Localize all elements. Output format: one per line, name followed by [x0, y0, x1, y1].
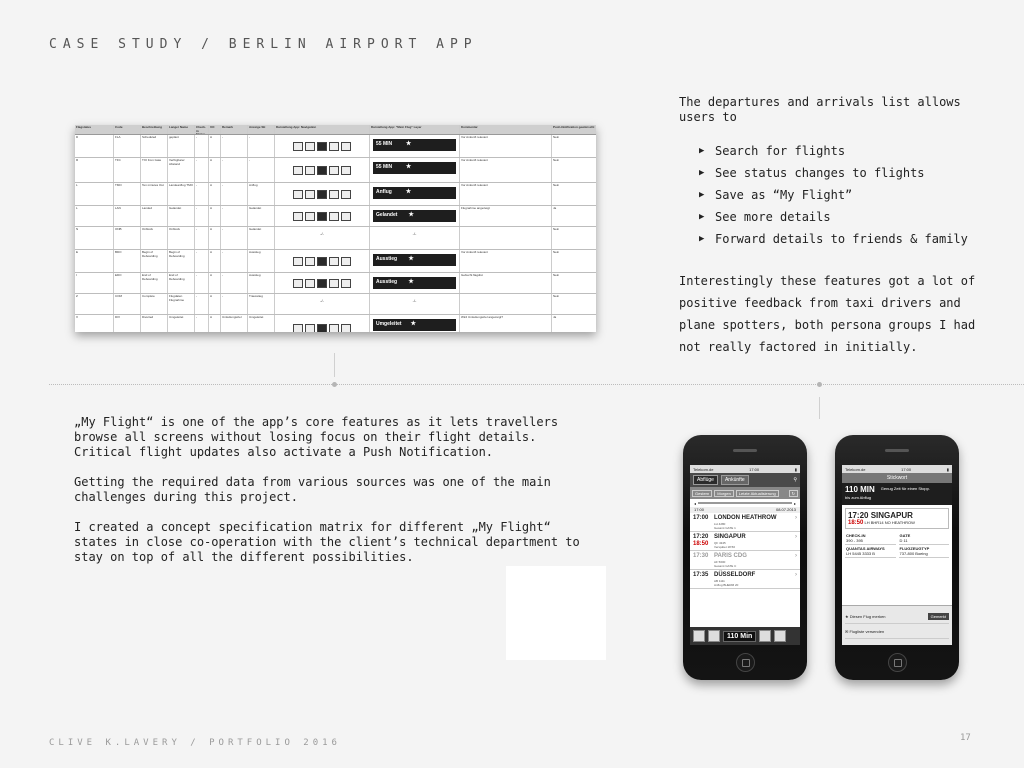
- matrix-cell: Landed: [141, 206, 168, 226]
- flight-code: LH 4280: [714, 522, 726, 526]
- matrix-cell: -: [195, 206, 209, 226]
- matrix-comment: Flugnahme angezeigt: [460, 206, 552, 226]
- matrix-layer-preview: [370, 135, 460, 157]
- my-flight-button[interactable]: 110 Min: [723, 631, 756, 642]
- matrix-cell: COM: [114, 294, 141, 314]
- matrix-cell: A: [209, 183, 221, 205]
- matrix-cell: Complete: [141, 294, 168, 314]
- matrix-cell: -: [195, 315, 209, 332]
- matrix-header-cell: Check-in Status: [195, 125, 209, 134]
- feature-item: [697, 228, 968, 250]
- countdown-banner: [842, 483, 952, 505]
- blank-panel: [506, 566, 606, 660]
- matrix-header-cell: Push-Notification gewünscht: [553, 125, 595, 129]
- star-icon: ★: [408, 256, 414, 263]
- flight-destination: SINGAPUR: [870, 511, 913, 520]
- nav-icon[interactable]: [774, 630, 786, 642]
- chevron-right-icon: ›: [795, 534, 797, 540]
- bottom-bar: [690, 627, 800, 645]
- matrix-comment: [460, 227, 552, 249]
- matrix-cell: E: [75, 250, 114, 272]
- matrix-cell: Begin of Deboarding: [168, 250, 195, 272]
- gate-label: GATE: [899, 533, 911, 538]
- matrix-push: Nein: [553, 227, 560, 231]
- matrix-layer-preview: [370, 273, 460, 293]
- matrix-layer-preview: -/-: [370, 227, 460, 249]
- filter-tomorrow[interactable]: Morgen: [714, 490, 734, 497]
- speaker: [885, 449, 909, 452]
- matrix-cell: TMO: [114, 183, 141, 205]
- flight-card: [845, 508, 949, 529]
- matrix-layer-preview: -/-: [370, 294, 460, 314]
- feature-item: [697, 184, 968, 206]
- matrix-cell: Verfügbarer Abstand: [168, 158, 195, 182]
- matrix-nav-preview: [275, 315, 370, 332]
- matrix-comment: Vor Ankunft relevant: [460, 158, 552, 182]
- matrix-comment: Vor Ankunft relevant: [460, 250, 552, 272]
- matrix-cell: Trausstieg: [248, 294, 275, 314]
- matrix-header-cell: Beschreibung: [141, 125, 168, 134]
- matrix-cell: EDO: [114, 273, 141, 293]
- matrix-comment: [460, 294, 552, 314]
- phone-screen: [842, 465, 952, 645]
- flight-code: AF 5600: [714, 560, 726, 564]
- flight-status: Gesamt GATE 1: [714, 526, 736, 530]
- matrix-row: [75, 158, 596, 183]
- matrix-nav-preview: [275, 183, 370, 205]
- section-divider: [49, 384, 1024, 385]
- connector-line: [334, 353, 335, 377]
- matrix-cell: -: [221, 206, 248, 226]
- range-start: 17:00: [694, 507, 705, 512]
- phone-screen: [690, 465, 800, 645]
- intro-text: The departures and arrivals list allows users to: [679, 95, 961, 124]
- matrix-row: [75, 273, 596, 294]
- matrix-header-cell: Code: [114, 125, 141, 134]
- share-icon: ✉: [845, 628, 849, 634]
- search-icon[interactable]: ⚲: [793, 477, 797, 483]
- matrix-cell: N: [75, 227, 114, 249]
- matrix-row: [75, 206, 596, 227]
- matrix-header-cell: Flagstatus: [75, 125, 114, 134]
- bullet-icon: ▶: [699, 190, 705, 200]
- detail-header: Stickwort: [842, 473, 952, 483]
- matrix-cell: A: [209, 250, 221, 272]
- feature-item: [697, 140, 968, 162]
- body-paragraph-3: I created a concept specification matrix for different „My Flight“ states in close co-operation with the client’s technical department to stay on top of all the different possibilities.: [74, 520, 580, 564]
- flight-row[interactable]: [690, 532, 800, 551]
- countdown-note: Genug Zeit für einen Stopp.: [880, 486, 930, 491]
- matrix-cell: -: [195, 227, 209, 249]
- matrix-cell: -: [221, 135, 248, 157]
- countdown-value: 110 MIN: [845, 485, 875, 494]
- matrix-cell: Onblock: [168, 227, 195, 249]
- star-icon: ★: [408, 212, 414, 219]
- matrix-cell: -: [195, 250, 209, 272]
- page-title: CASE STUDY / BERLIN AIRPORT APP: [49, 37, 478, 52]
- matrix-cell: A: [209, 294, 221, 314]
- flight-time: 17:30: [693, 553, 709, 559]
- clock: 17:00: [901, 466, 912, 472]
- filter-yesterday[interactable]: Gestern: [692, 490, 712, 497]
- matrix-cell: -: [221, 250, 248, 272]
- matrix-cell: Gelandet: [248, 206, 275, 226]
- refresh-icon[interactable]: ↻: [789, 490, 798, 497]
- phone-mockup-detail: [835, 435, 959, 680]
- flight-time: 17:35: [693, 572, 709, 578]
- bullet-icon: ▶: [699, 168, 705, 178]
- matrix-row: [75, 227, 596, 250]
- matrix-header: [75, 125, 596, 135]
- matrix-push: Nein: [553, 158, 560, 162]
- page-number: 17: [960, 733, 971, 743]
- carrier-label: Telekom.de: [693, 466, 714, 472]
- matrix-cell: -: [195, 294, 209, 314]
- matrix-header-cell: Kommentar: [460, 125, 552, 134]
- matrix-row: [75, 294, 596, 315]
- tab-departures[interactable]: Abflüge: [693, 475, 718, 485]
- matrix-push: Ja: [553, 315, 557, 319]
- matrix-header-cell: Langer Name: [168, 125, 195, 134]
- matrix-cell: Gelandet: [168, 206, 195, 226]
- flight-status: Gesamt GATE C: [714, 564, 737, 568]
- matrix-cell: -: [221, 183, 248, 205]
- aircraft-value: 737-800 Boeing: [899, 551, 928, 556]
- matrix-cell: End of Deboarding: [168, 273, 195, 293]
- matrix-header-cell: UO: [209, 125, 221, 134]
- matrix-cell: Scheduled: [141, 135, 168, 157]
- delay-time: 18:50: [848, 520, 864, 526]
- feature-item: [697, 206, 968, 228]
- battery-icon: ▮: [794, 466, 797, 472]
- status-bar: [690, 465, 800, 473]
- matrix-nav-preview: [275, 250, 370, 272]
- matrix-layer-preview: [370, 206, 460, 226]
- share-flight-row[interactable]: [845, 624, 949, 639]
- home-button: [736, 653, 755, 672]
- body-paragraph-2: Getting the required data from various sources was one of the main challenges during this project.: [74, 475, 551, 504]
- matrix-row: [75, 183, 596, 206]
- matrix-comment: Vor Ankunft relevant: [460, 135, 552, 157]
- matrix-row: [75, 250, 596, 273]
- feature-text: See status changes to flights: [715, 166, 925, 180]
- bullet-icon: ▶: [699, 212, 705, 222]
- matrix-cell: L: [75, 183, 114, 205]
- matrix-cell: Anflug: [248, 183, 275, 205]
- flight-list: [690, 513, 800, 589]
- save-flight-row[interactable]: [845, 609, 949, 624]
- checkin-value: 390 - 395: [846, 538, 863, 543]
- layer-label: Ausstieg: [376, 279, 398, 286]
- star-icon: ★: [405, 141, 412, 148]
- flight-status: Verspätet 18:50: [714, 545, 736, 549]
- matrix-cell: Onblock: [141, 227, 168, 249]
- bullet-icon: ▶: [699, 234, 705, 244]
- matrix-push: Nein: [553, 294, 560, 298]
- range-end: 08.07.2013: [775, 507, 796, 512]
- slider-left-icon[interactable]: ◂: [694, 500, 697, 506]
- flight-destination: SINGAPUR: [714, 534, 746, 540]
- star-icon: ★: [845, 613, 849, 619]
- bullet-icon: ▶: [699, 146, 705, 156]
- matrix-nav-preview: -/-: [275, 227, 370, 249]
- status-bar: [842, 465, 952, 473]
- feature-text: Save as “My Flight”: [715, 188, 853, 202]
- matrix-cell: Umleitungsziel: [221, 315, 248, 332]
- footer-credit: CLIVE K.LAVERY / PORTFOLIO 2016: [49, 738, 341, 748]
- nav-icon[interactable]: [693, 630, 705, 642]
- layer-label: Umgeleitet: [376, 321, 402, 328]
- delay-time: 18:50: [693, 541, 709, 547]
- feature-text: See more details: [715, 210, 831, 224]
- share-flight-label: Flugliste versenden: [849, 628, 885, 634]
- divider-dot: [817, 382, 822, 387]
- tab-arrivals[interactable]: Ankünfte: [721, 475, 749, 485]
- phone-mockup-list: [683, 435, 807, 680]
- nav-icon[interactable]: [759, 630, 771, 642]
- matrix-push: Nein: [553, 273, 560, 277]
- flight-code: QF 4345: [714, 541, 726, 545]
- matrix-cell: Z: [75, 294, 114, 314]
- matrix-cell: -: [195, 158, 209, 182]
- chevron-right-icon: ›: [795, 553, 797, 559]
- tab-bar: [690, 473, 800, 487]
- matrix-comment: Vor Ankunft relevant: [460, 183, 552, 205]
- battery-icon: ▮: [946, 466, 949, 472]
- matrix-layer-preview: [370, 250, 460, 272]
- slider-right-icon[interactable]: ▸: [793, 500, 796, 506]
- matrix-cell: -: [221, 158, 248, 182]
- matrix-cell: Ten minutes Out: [141, 183, 168, 205]
- matrix-cell: A: [209, 315, 221, 332]
- layer-label: 55 MIN: [376, 141, 393, 148]
- checkin-label: CHECK-IN: [846, 533, 866, 538]
- flight-time: 17:20: [848, 511, 869, 520]
- matrix-cell: Begin of Deboarding: [141, 250, 168, 272]
- matrix-push: Nein: [553, 135, 560, 139]
- chevron-right-icon: ›: [795, 515, 797, 521]
- day-filter: [690, 487, 800, 499]
- feature-text: Search for flights: [715, 144, 846, 158]
- matrix-nav-preview: -/-: [275, 294, 370, 314]
- saved-button[interactable]: Gemerkt: [928, 613, 949, 620]
- matrix-cell: -: [221, 227, 248, 249]
- flight-time: 17:00: [693, 515, 709, 521]
- star-icon: ★: [408, 279, 414, 286]
- star-icon: ★: [405, 189, 412, 196]
- star-icon: ★: [405, 164, 412, 171]
- matrix-cell: Flugdaten Flugnahme: [168, 294, 195, 314]
- matrix-cell: -: [221, 294, 248, 314]
- matrix-cell: D: [75, 135, 114, 157]
- matrix-cell: Landeanflug TMO: [168, 183, 195, 205]
- flight-route: LH BHR14 NO HEATHROW: [864, 520, 915, 525]
- matrix-cell: Diverted: [141, 315, 168, 332]
- time-slider[interactable]: [690, 499, 800, 507]
- layer-label: Ausstieg: [376, 256, 398, 263]
- flight-actions: [842, 605, 952, 645]
- matrix-comment: Wird Umleitungsziel angezeigt?: [460, 315, 552, 332]
- flight-destination: LONDON HEATHROW: [714, 515, 777, 521]
- matrix-cell: A: [209, 227, 221, 249]
- clock: 17:00: [749, 466, 760, 472]
- layer-label: Anflug: [376, 189, 392, 196]
- flight-row[interactable]: [690, 570, 800, 589]
- matrix-cell: -: [195, 135, 209, 157]
- matrix-comment: Gebucht flagdist: [460, 273, 552, 293]
- matrix-cell: ONB: [114, 227, 141, 249]
- layer-label: 55 MIN: [376, 164, 393, 171]
- flight-row[interactable]: [690, 551, 800, 570]
- matrix-cell: A: [209, 206, 221, 226]
- countdown-label: bis zum Abflug: [845, 495, 872, 500]
- matrix-cell: -: [221, 273, 248, 293]
- layer-label: Gelandet: [376, 212, 398, 219]
- flight-info-grid: [845, 532, 949, 545]
- star-icon: ★: [410, 321, 416, 328]
- matrix-cell: BDO: [114, 250, 141, 272]
- matrix-cell: I: [75, 273, 114, 293]
- flight-info-grid: [845, 545, 949, 558]
- matrix-cell: -: [195, 273, 209, 293]
- body-paragraph-1: „My Flight“ is one of the app’s core features as it lets travellers browse all screens without losing focus on their flight details. Critical flight updates also activate a Push Notification.: [74, 415, 559, 459]
- flight-destination: PARIS CDG: [714, 553, 747, 559]
- matrix-header-cell: Anzeige SE: [248, 125, 275, 134]
- matrix-layer-preview: [370, 183, 460, 205]
- matrix-cell: A: [209, 135, 221, 157]
- matrix-cell: Ausstieg: [248, 273, 275, 293]
- matrix-cell: L: [75, 206, 114, 226]
- matrix-cell: LAN: [114, 206, 141, 226]
- matrix-nav-preview: [275, 158, 370, 182]
- feature-list: [697, 140, 968, 250]
- divider-dot: [332, 382, 337, 387]
- flight-status: Anflug BHERM 20: [714, 583, 739, 587]
- matrix-cell: T/O from Gate: [141, 158, 168, 182]
- feature-item: [697, 162, 968, 184]
- body-text: [74, 415, 594, 580]
- matrix-cell: -: [248, 135, 275, 157]
- flight-code: AB 1111: [714, 579, 725, 583]
- matrix-push: Nein: [553, 183, 560, 187]
- matrix-header-cell: Remark: [221, 125, 248, 134]
- matrix-cell: -: [248, 158, 275, 182]
- matrix-cell: FLA: [114, 135, 141, 157]
- flight-time: 17:20: [693, 534, 709, 540]
- home-button: [888, 653, 907, 672]
- matrix-cell: R: [75, 158, 114, 182]
- nav-icon[interactable]: [708, 630, 720, 642]
- matrix-cell: X: [75, 315, 114, 332]
- matrix-layer-preview: [370, 315, 460, 332]
- matrix-row: [75, 315, 596, 332]
- matrix-cell: -: [195, 183, 209, 205]
- slider-track[interactable]: [698, 502, 792, 504]
- matrix-cell: Ausstieg: [248, 250, 275, 272]
- filter-updated: Letzte Aktualisierung: [736, 490, 779, 497]
- chevron-right-icon: ›: [795, 572, 797, 578]
- matrix-nav-preview: [275, 273, 370, 293]
- matrix-cell: A: [209, 273, 221, 293]
- matrix-push: Ja: [553, 206, 557, 210]
- matrix-nav-preview: [275, 135, 370, 157]
- save-flight-label: Diesen Flug merken: [849, 613, 886, 619]
- matrix-layer-preview: [370, 158, 460, 182]
- carrier-label: Telekom.de: [845, 466, 866, 472]
- matrix-cell: DIV: [114, 315, 141, 332]
- gate-value: D 11: [899, 538, 908, 543]
- feature-text: Forward details to friends & family: [715, 232, 968, 246]
- countdown: [845, 486, 875, 502]
- speaker: [733, 449, 757, 452]
- matrix-header-cell: Darstellung App: Navigation: [275, 125, 370, 134]
- matrix-cell: Umgeleitet: [248, 315, 275, 332]
- airline-label: QUANTAS AIRWAYS: [846, 546, 885, 551]
- flight-row[interactable]: [690, 513, 800, 532]
- airline-value: LH 5445 3333 B: [846, 551, 875, 556]
- matrix-header-cell: Darstellung App: "Mein Flug" Layer: [370, 125, 460, 134]
- matrix-cell: TFC: [114, 158, 141, 182]
- matrix-row: [75, 135, 596, 158]
- matrix-cell: geplant: [168, 135, 195, 157]
- matrix-cell: A: [209, 158, 221, 182]
- matrix-push: Nein: [553, 250, 560, 254]
- aircraft-label: FLUGZEUGTYP: [899, 546, 930, 551]
- matrix-cell: Umgeleitet: [168, 315, 195, 332]
- matrix-cell: End of Deboarding: [141, 273, 168, 293]
- specification-matrix: [75, 125, 596, 332]
- matrix-nav-preview: [275, 206, 370, 226]
- connector-line: [819, 397, 820, 419]
- outro-text: Interestingly these features got a lot of positive feedback from taxi drivers and plane spotters, both persona groups I had not really factored in initially.: [679, 274, 976, 354]
- flight-destination: DÜSSELDORF: [714, 572, 756, 578]
- matrix-cell: Gelandet: [248, 227, 275, 249]
